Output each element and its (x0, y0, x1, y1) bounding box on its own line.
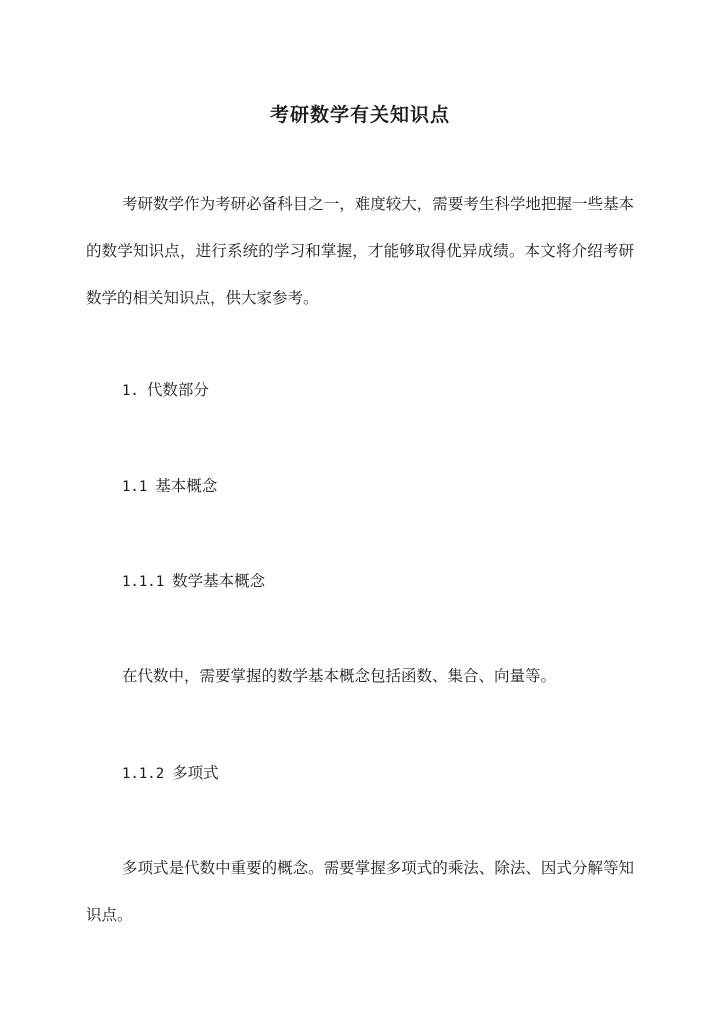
document-title: 考研数学有关知识点 (269, 103, 450, 126)
section-number: 1. (122, 383, 139, 399)
section-title: 多项式 (172, 764, 219, 782)
section-title: 代数部分 (146, 381, 209, 399)
section-number: 1.1.1 (122, 574, 165, 590)
section-heading-basic-concepts (122, 474, 217, 499)
section-heading-math-basic-concepts (122, 569, 265, 594)
section-heading-polynomial (122, 761, 219, 786)
section-number: 1.1 (122, 479, 148, 495)
intro-paragraph: 考研数学作为考研必备科目之一，难度较大，需要考生科学地把握一些基本的数学知识点，进行系统的学习和掌握，才能够取得优异成绩。本文将介绍考研数学的相关知识点，供大家参考。 (86, 195, 634, 307)
paragraph-polynomial: 多项式是代数中重要的概念。需要掌握多项式的乘法、除法、因式分解等知识点。 (86, 859, 634, 924)
paragraph-basic-concepts: 在代数中，需要掌握的数学基本概念包括函数、集合、向量等。 (122, 667, 557, 685)
section-number: 1.1.2 (122, 766, 165, 782)
section-title: 数学基本概念 (172, 572, 266, 590)
section-heading-algebra (122, 378, 209, 403)
section-title: 基本概念 (155, 477, 218, 495)
